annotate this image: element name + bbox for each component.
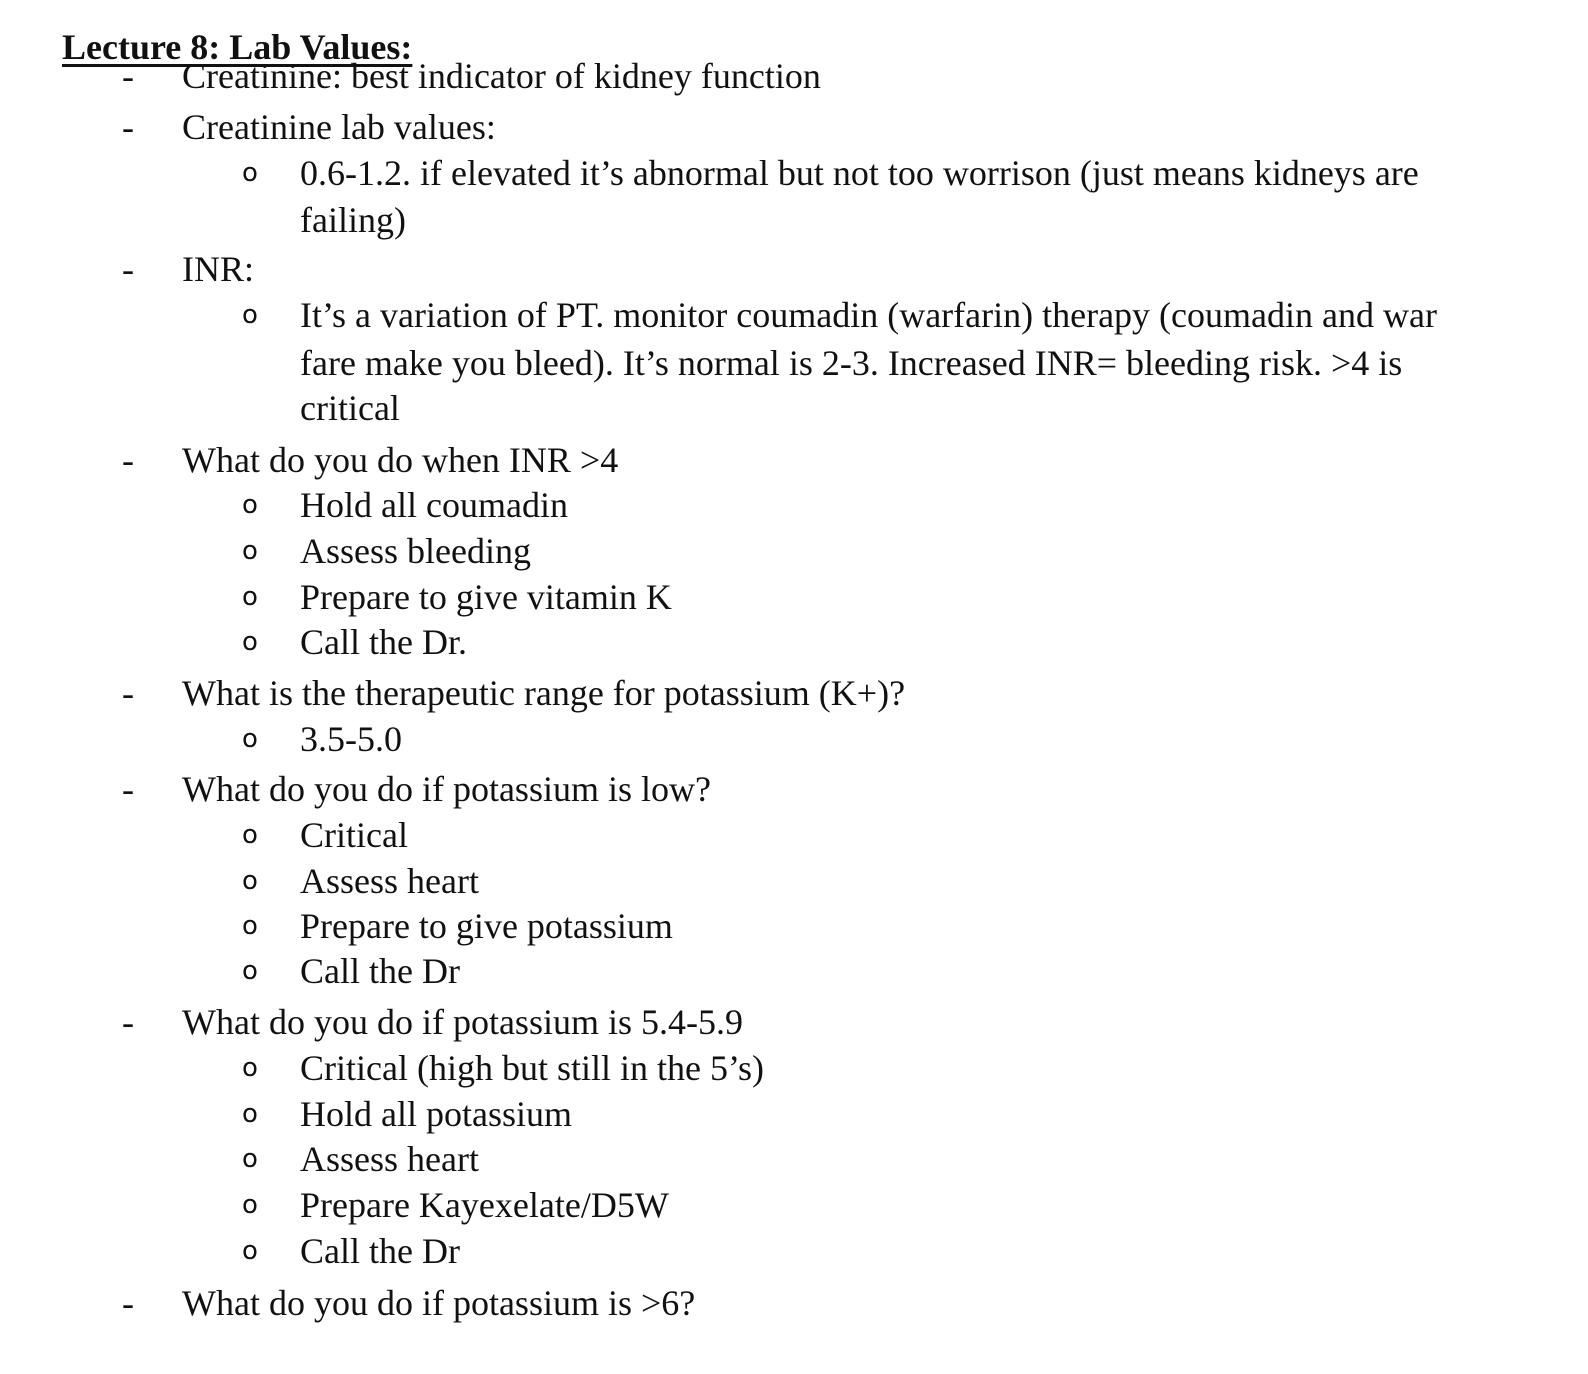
circle-bullet-icon: o [242, 911, 258, 941]
dash-bullet-icon: - [122, 1283, 134, 1323]
circle-bullet-icon: o [242, 724, 258, 754]
circle-bullet-icon: o [242, 1236, 258, 1266]
dash-bullet-icon: - [122, 769, 134, 809]
list-item: INR: [182, 249, 254, 289]
circle-bullet-icon: o [242, 627, 258, 657]
circle-bullet-icon: o [242, 300, 258, 330]
circle-bullet-icon: o [242, 1099, 258, 1129]
list-item: Creatinine lab values: [182, 107, 496, 147]
sub-list-item: 3.5-5.0 [300, 719, 402, 759]
circle-bullet-icon: o [242, 1190, 258, 1220]
sub-list-item: Call the Dr. [300, 622, 467, 662]
sub-list-item: failing) [300, 200, 406, 240]
sub-list-item: Call the Dr [300, 1231, 460, 1271]
list-item: What do you do if potassium is >6? [182, 1283, 696, 1323]
list-item: What is the therapeutic range for potassium (K+)? [182, 673, 906, 713]
sub-list-item: Critical [300, 815, 408, 855]
list-item: What do you do if potassium is 5.4-5.9 [182, 1002, 743, 1042]
dash-bullet-icon: - [122, 56, 134, 96]
sub-list-item: fare make you bleed). It’s normal is 2-3. Increased INR= bleeding risk. >4 is [300, 343, 1403, 383]
circle-bullet-icon: o [242, 582, 258, 612]
dash-bullet-icon: - [122, 249, 134, 289]
sub-list-item: Prepare Kayexelate/D5W [300, 1185, 669, 1225]
sub-list-item: Call the Dr [300, 951, 460, 991]
sub-list-item: 0.6-1.2. if elevated it’s abnormal but not too worrison (just means kidneys are [300, 153, 1419, 193]
circle-bullet-icon: o [242, 866, 258, 896]
circle-bullet-icon: o [242, 490, 258, 520]
list-item: What do you do when INR >4 [182, 440, 619, 480]
circle-bullet-icon: o [242, 1053, 258, 1083]
circle-bullet-icon: o [242, 158, 258, 188]
dash-bullet-icon: - [122, 1002, 134, 1042]
sub-list-item: Prepare to give vitamin K [300, 577, 672, 617]
sub-list-item: Assess bleeding [300, 531, 531, 571]
sub-list-item: Hold all potassium [300, 1094, 572, 1134]
circle-bullet-icon: o [242, 1144, 258, 1174]
sub-list-item: critical [300, 388, 400, 428]
dash-bullet-icon: - [122, 107, 134, 147]
sub-list-item: Assess heart [300, 1139, 479, 1179]
sub-list-item: Critical (high but still in the 5’s) [300, 1048, 764, 1088]
dash-bullet-icon: - [122, 440, 134, 480]
sub-list-item: Assess heart [300, 861, 479, 901]
page-title: Lecture 8: Lab Values: [62, 27, 413, 67]
sub-list-item: Hold all coumadin [300, 485, 568, 525]
sub-list-item: It’s a variation of PT. monitor coumadin (warfarin) therapy (coumadin and war [300, 295, 1437, 335]
list-item: What do you do if potassium is low? [182, 769, 711, 809]
circle-bullet-icon: o [242, 536, 258, 566]
sub-list-item: Prepare to give potassium [300, 906, 673, 946]
circle-bullet-icon: o [242, 820, 258, 850]
dash-bullet-icon: - [122, 673, 134, 713]
circle-bullet-icon: o [242, 956, 258, 986]
list-item: Creatinine: best indicator of kidney function [182, 56, 821, 96]
